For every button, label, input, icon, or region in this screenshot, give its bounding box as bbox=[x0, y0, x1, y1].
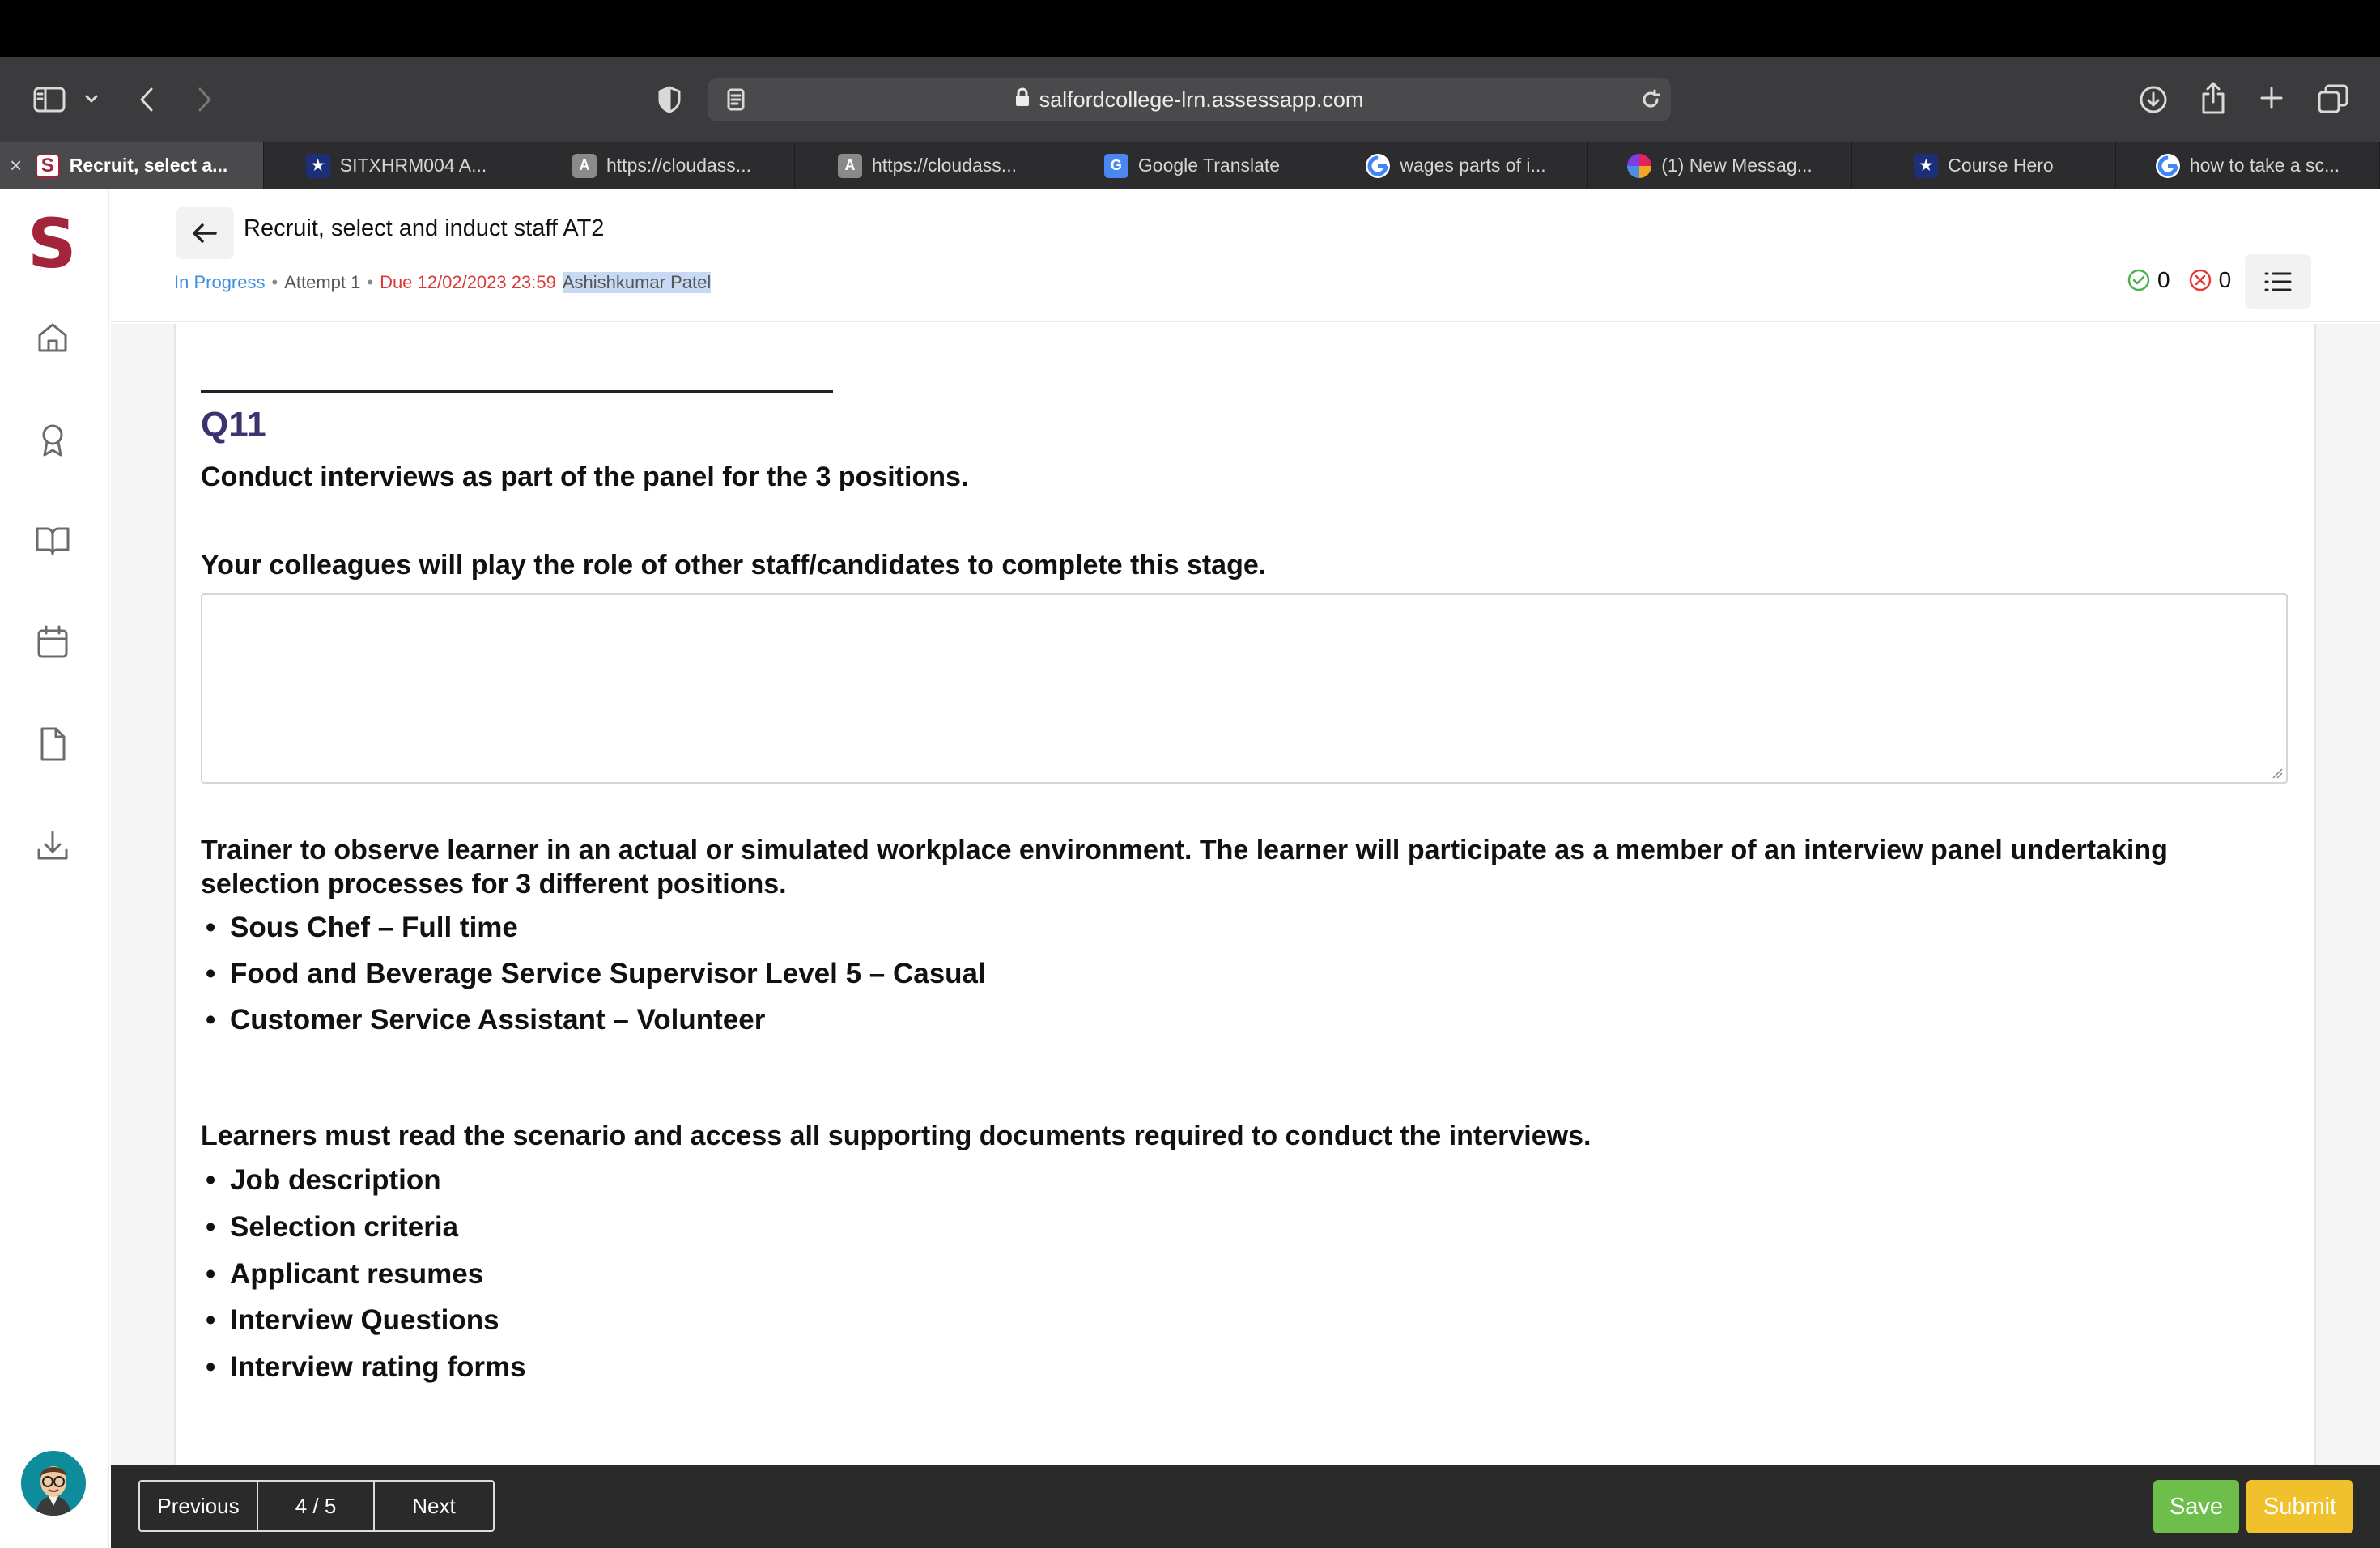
address-bar[interactable] bbox=[708, 78, 1671, 121]
assessment-footer bbox=[111, 1465, 2380, 1548]
arrow-left-icon bbox=[191, 222, 219, 245]
question-pager bbox=[138, 1480, 495, 1532]
tab-strip bbox=[0, 142, 2380, 189]
list-item: • Applicant resumes bbox=[230, 1258, 483, 1291]
tab-label: SITXHRM004 A... bbox=[339, 155, 487, 176]
list-item: • Food and Beverage Service Supervisor Level 5 – Casual bbox=[230, 958, 986, 990]
meta-separator: • bbox=[271, 272, 278, 292]
share-icon[interactable] bbox=[2195, 79, 2231, 117]
tab-label: how to take a sc... bbox=[2189, 155, 2340, 176]
download-icon[interactable] bbox=[34, 827, 71, 865]
google-g-icon bbox=[1366, 154, 1390, 178]
screen-top-bar bbox=[0, 0, 2380, 57]
tab-recruit[interactable] bbox=[0, 142, 264, 189]
question-list-button[interactable] bbox=[2245, 254, 2311, 309]
tab-label: (1) New Messag... bbox=[1661, 155, 1813, 176]
tab-wages[interactable] bbox=[1324, 142, 1588, 189]
observation-instructions: Trainer to observe learner in an actual or simulated workplace environment. The learner will participate as a member of an interview panel undertaking selection processes for 3 different positions. bbox=[201, 835, 2168, 899]
list-item: • Interview Questions bbox=[230, 1304, 499, 1337]
tab-screenshot-search[interactable] bbox=[2116, 142, 2380, 189]
book-icon[interactable] bbox=[34, 521, 71, 559]
meta-separator: • bbox=[367, 272, 374, 292]
tab-google-translate[interactable] bbox=[1060, 142, 1324, 189]
tab-course-hero[interactable] bbox=[1852, 142, 2116, 189]
close-icon[interactable]: × bbox=[10, 153, 23, 177]
tab-cloudassess-2[interactable] bbox=[795, 142, 1060, 189]
app-sidebar bbox=[0, 189, 109, 1548]
result-counts bbox=[2127, 267, 2249, 293]
assessment-header bbox=[111, 189, 2380, 322]
tab-sitxhrm004[interactable] bbox=[264, 142, 529, 189]
file-icon[interactable] bbox=[34, 725, 71, 763]
correct-count: 0 bbox=[2157, 267, 2170, 292]
lock-icon bbox=[1015, 87, 1030, 113]
download-circle-icon[interactable] bbox=[2136, 82, 2171, 117]
check-circle-icon bbox=[2127, 268, 2151, 292]
messenger-icon bbox=[1627, 154, 1651, 178]
chevron-down-icon[interactable] bbox=[81, 87, 102, 111]
list-item: • Customer Service Assistant – Volunteer bbox=[230, 1004, 765, 1036]
resize-handle-icon[interactable] bbox=[2272, 768, 2283, 779]
google-g-icon bbox=[2156, 154, 2180, 178]
question-subtext: Your colleagues will play the role of other staff/candidates to complete this stage. bbox=[201, 550, 1267, 580]
calendar-icon[interactable] bbox=[34, 623, 71, 661]
tab-messages[interactable] bbox=[1588, 142, 1852, 189]
question-number: Q11 bbox=[201, 405, 266, 444]
previous-button[interactable]: Previous bbox=[140, 1482, 258, 1530]
status-badge: In Progress bbox=[174, 272, 266, 292]
tab-label: https://cloudass... bbox=[606, 155, 751, 176]
incorrect-count: 0 bbox=[2218, 267, 2232, 292]
tab-overview-icon[interactable] bbox=[2315, 82, 2351, 116]
x-circle-icon bbox=[2188, 268, 2212, 292]
page-title: Recruit, select and induct staff AT2 bbox=[244, 215, 605, 241]
back-button[interactable] bbox=[176, 207, 234, 259]
reload-icon[interactable] bbox=[1638, 87, 1663, 112]
app-logo[interactable]: S bbox=[28, 204, 77, 283]
sidebar-toggle-icon[interactable] bbox=[31, 83, 68, 116]
question-text: Conduct interviews as part of the panel for the 3 positions. bbox=[201, 461, 969, 492]
list-item: • Job description bbox=[230, 1164, 441, 1197]
avatar[interactable] bbox=[21, 1451, 86, 1516]
award-icon[interactable] bbox=[34, 421, 71, 458]
shield-icon[interactable] bbox=[654, 83, 685, 116]
forward-arrow-icon bbox=[191, 83, 219, 116]
list-item: • Interview rating forms bbox=[230, 1351, 526, 1384]
tab-label: https://cloudass... bbox=[872, 155, 1017, 176]
due-date: Due 12/02/2023 23:59 bbox=[380, 272, 556, 292]
assessment-meta bbox=[174, 272, 711, 293]
star-shield-icon: ★ bbox=[1914, 154, 1938, 178]
letter-a-icon: A bbox=[838, 154, 862, 178]
back-arrow-icon[interactable] bbox=[133, 83, 160, 116]
tab-label: Recruit, select a... bbox=[69, 155, 228, 176]
learner-name: Ashishkumar Patel bbox=[562, 272, 712, 292]
url-text[interactable]: salfordcollege-lrn.assessapp.com bbox=[1039, 87, 1364, 112]
new-tab-icon[interactable] bbox=[2255, 82, 2288, 114]
list-item: • Selection criteria bbox=[230, 1211, 458, 1244]
tab-cloudassess-1[interactable] bbox=[529, 142, 795, 189]
tab-label: Course Hero bbox=[1948, 155, 2054, 176]
question-divider bbox=[201, 390, 833, 393]
reading-instructions: Learners must read the scenario and access all supporting documents required to conduct the interviews. bbox=[201, 1121, 1592, 1151]
page-indicator: 4 / 5 bbox=[258, 1482, 375, 1530]
tab-label: Google Translate bbox=[1137, 155, 1281, 176]
next-button[interactable]: Next bbox=[412, 1493, 456, 1518]
star-shield-icon: ★ bbox=[306, 154, 330, 178]
list-icon bbox=[2263, 270, 2293, 293]
google-translate-icon: G bbox=[1104, 154, 1128, 178]
attempt-label: Attempt 1 bbox=[284, 272, 361, 292]
save-button[interactable]: Save bbox=[2153, 1480, 2239, 1533]
tab-label: wages parts of i... bbox=[1400, 155, 1546, 176]
answer-textarea[interactable] bbox=[201, 593, 2288, 784]
salford-s-icon: S bbox=[36, 154, 60, 178]
list-item: • Sous Chef – Full time bbox=[230, 912, 518, 944]
submit-button[interactable]: Submit bbox=[2246, 1480, 2353, 1533]
letter-a-icon: A bbox=[572, 154, 597, 178]
browser-toolbar bbox=[0, 57, 2380, 142]
home-icon[interactable] bbox=[34, 319, 71, 356]
